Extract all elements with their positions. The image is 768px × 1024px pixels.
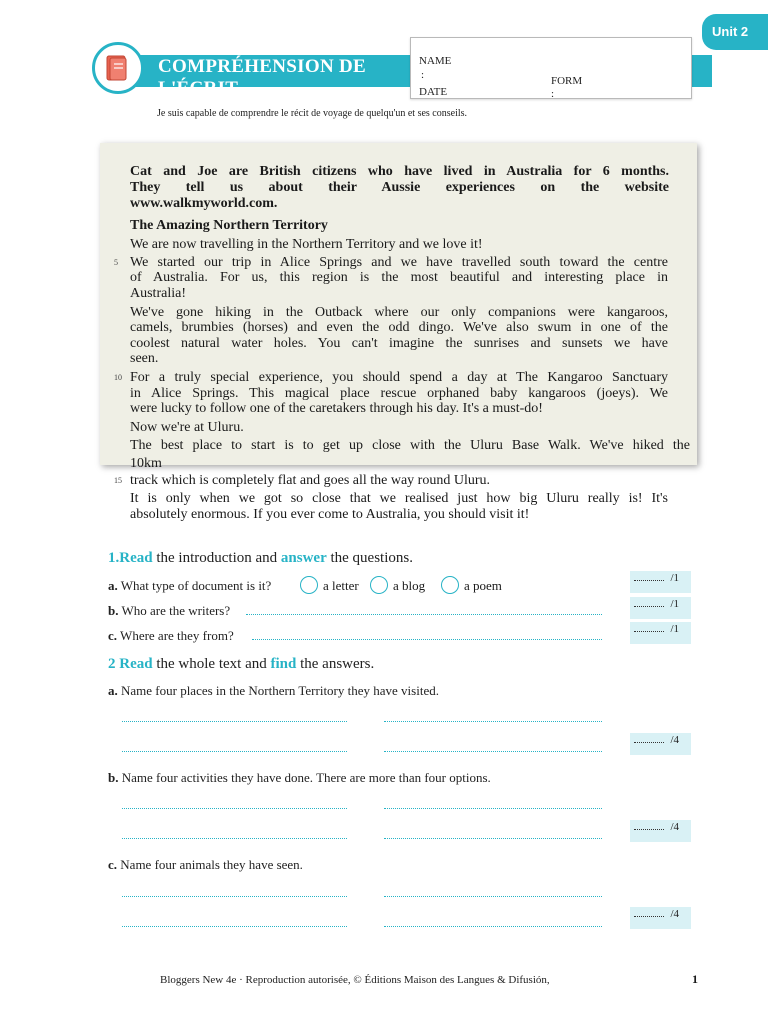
q1c-question	[108, 628, 234, 644]
q1b-question	[108, 603, 230, 619]
answer-line[interactable]	[122, 838, 347, 839]
q1b-letter: b.	[108, 603, 119, 618]
page-title	[158, 56, 418, 99]
line-number: 10	[114, 373, 122, 382]
q2-instruction	[108, 656, 374, 673]
score-value: /4	[670, 734, 679, 746]
article-heading: The Amazing Northern Territory	[130, 218, 328, 233]
answer-line-q1b[interactable]	[246, 614, 602, 615]
book-icon	[104, 53, 132, 83]
answer-line[interactable]	[384, 751, 602, 752]
article-line: Now we're at Uluru.	[130, 420, 244, 435]
score-box	[630, 820, 691, 842]
option-a-poem[interactable]	[441, 578, 502, 594]
q1b-text: Who are the writers?	[118, 603, 231, 618]
article-line: of Australia. For us, this region is the most beautiful and interesting place in	[130, 270, 668, 285]
option-label: a letter	[323, 578, 359, 593]
article-line: 10km	[130, 456, 162, 471]
name-label: NAME	[419, 55, 452, 67]
form-colon: :	[551, 88, 555, 100]
answer-line[interactable]	[122, 751, 347, 752]
q2-keyword-read: Read	[119, 656, 153, 672]
q2c-letter: c.	[108, 857, 118, 872]
article-line: The best place to start is to get up close with the Uluru Base Walk. We've hiked the	[130, 438, 690, 453]
article-line: Australia!	[130, 286, 186, 301]
intro-line: They tell us about their Aussie experiences on the website	[130, 180, 669, 195]
q1-keyword-read: Read	[119, 550, 153, 566]
answer-line-q1c[interactable]	[252, 639, 602, 640]
student-info-box	[410, 37, 692, 99]
q2-number: 2	[108, 656, 120, 672]
date-label: DATE	[419, 86, 448, 98]
footer-copyright: Bloggers New 4e · Reproduction autorisée, © Éditions Maison des Langues & Difusión,	[160, 974, 550, 986]
answer-line[interactable]	[122, 721, 347, 722]
q2-text-end: the answers.	[296, 656, 375, 672]
q1a-text: What type of document is it?	[117, 578, 272, 593]
score-box	[630, 571, 691, 593]
q1-keyword-answer: answer	[280, 550, 327, 566]
article-line: We've gone hiking in the Outback where our only companions were kangaroos,	[130, 305, 668, 320]
article-line: For a truly special experience, you should spend a day at The Kangaroo Sanctuary	[130, 370, 668, 385]
score-box	[630, 597, 691, 619]
q1c-text: Where are they from?	[117, 628, 234, 643]
q2b-letter: b.	[108, 770, 119, 785]
page-number: 1	[692, 972, 698, 986]
q2a-text: Name four places in the Northern Territory they have visited.	[117, 683, 439, 698]
option-label: a blog	[393, 578, 426, 593]
line-number: 5	[114, 258, 118, 267]
article-line: absolutely enormous. If you ever come to Australia, you should visit it!	[130, 507, 530, 522]
score-value: /1	[670, 623, 679, 635]
score-value: /1	[670, 598, 679, 610]
score-box	[630, 622, 691, 644]
radio-circle[interactable]	[441, 576, 459, 594]
score-value: /4	[670, 821, 679, 833]
answer-line[interactable]	[384, 808, 602, 809]
name-colon: :	[421, 69, 425, 81]
score-box	[630, 907, 691, 929]
article-line: were lucky to follow one of the caretakers through his day. It's a must-do!	[130, 401, 543, 416]
answer-line[interactable]	[122, 808, 347, 809]
article-line: We started our trip in Alice Springs and we have travelled south toward the centre	[130, 255, 668, 270]
page-title-line2: L'ÉCRIT	[158, 78, 239, 99]
form-label: FORM	[551, 75, 583, 87]
article-line: We are now travelling in the Northern Territory and we love it!	[130, 237, 483, 252]
score-box	[630, 733, 691, 755]
article-line: camels, brumbies (horses) and even the odd dingo. We've also swum in one of the	[130, 320, 668, 335]
radio-circle[interactable]	[370, 576, 388, 594]
option-a-blog[interactable]	[370, 578, 425, 594]
q1-text: the introduction and	[152, 550, 281, 566]
article-line: in Alice Springs. This magical place rescue orphaned baby kangaroos (joeys). We	[130, 386, 668, 401]
q1a-question	[108, 578, 271, 594]
article-line: seen.	[130, 351, 159, 366]
line-number: 15	[114, 476, 122, 485]
q2a-letter: a.	[108, 683, 118, 698]
q2-text: the whole text and	[152, 656, 271, 672]
q2c-question	[108, 857, 303, 873]
q1a-letter: a.	[108, 578, 118, 593]
article-line: coolest natural water holes. You can't imagine the sunrises and sunsets we have	[130, 336, 668, 351]
option-a-letter[interactable]	[300, 578, 359, 594]
q2b-question	[108, 770, 491, 786]
q2-keyword-find: find	[270, 656, 297, 672]
radio-circle[interactable]	[300, 576, 318, 594]
article-line: track which is completely flat and goes all the way round Uluru.	[130, 473, 491, 488]
answer-line[interactable]	[384, 721, 602, 722]
q2c-text: Name four animals they have seen.	[117, 857, 303, 872]
answer-line[interactable]	[384, 926, 602, 927]
book-badge	[92, 42, 144, 94]
q1-number: 1.	[108, 550, 120, 566]
answer-line[interactable]	[384, 838, 602, 839]
q1c-letter: c.	[108, 628, 118, 643]
q1-instruction	[108, 550, 413, 567]
page-title-line1: COMPRÉHENSION DE	[158, 56, 367, 77]
score-value: /4	[670, 908, 679, 920]
intro-line: Cat and Joe are British citizens who have lived in Australia for 6 months.	[130, 164, 669, 179]
answer-line[interactable]	[122, 926, 347, 927]
article-line: It is only when we got so close that we realised just how big Uluru really is! It's	[130, 491, 668, 506]
q2a-question	[108, 683, 439, 699]
intro-line: www.walkmyworld.com.	[130, 196, 278, 211]
answer-line[interactable]	[384, 896, 602, 897]
q1-text-end: the questions.	[326, 550, 413, 566]
option-label: a poem	[464, 578, 502, 593]
q2b-text: Name four activities they have done. There are more than four options.	[118, 770, 491, 785]
score-value: /1	[670, 572, 679, 584]
answer-line[interactable]	[122, 896, 347, 897]
can-do-statement: Je suis capable de comprendre le récit de voyage de quelqu'un et ses conseils.	[157, 108, 468, 119]
unit-tab: Unit 2	[702, 14, 768, 50]
